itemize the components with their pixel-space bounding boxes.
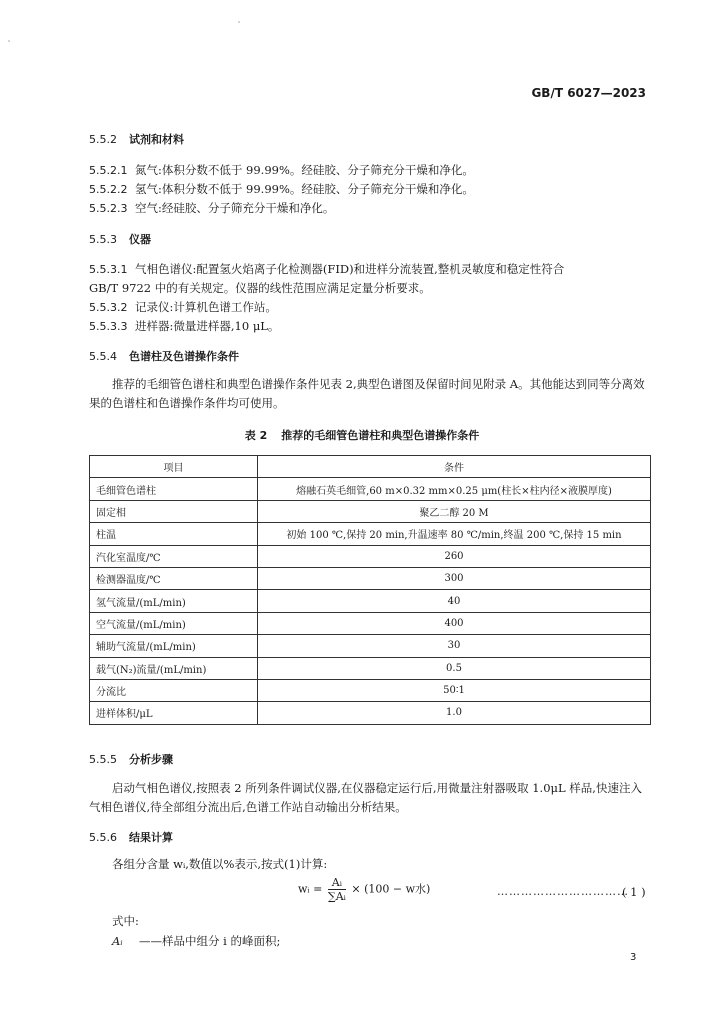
section-number: 5.5.4 <box>89 350 117 363</box>
section-heading-5-5-5 <box>89 751 173 767</box>
standard-code: GB/T 6027—2023 <box>531 86 646 100</box>
table-header-row <box>90 456 651 478</box>
row-item: 氢气流量/(mL/min) <box>90 590 258 612</box>
formula-leader-dots: …………………………… <box>497 885 629 898</box>
row-condition: 40 <box>258 590 651 612</box>
table-caption <box>0 427 724 443</box>
row-condition: 1.0 <box>258 702 651 724</box>
column-header-item: 项目 <box>90 456 258 478</box>
section-heading-5-5-2 <box>89 131 184 147</box>
table-row <box>90 612 651 634</box>
table-row <box>90 545 651 567</box>
row-item: 柱温 <box>90 523 258 545</box>
section-title: 结果计算 <box>129 831 173 844</box>
section-number: 5.5.6 <box>89 831 117 844</box>
row-condition: 聚乙二醇 20 M <box>258 500 651 522</box>
table-row <box>90 500 651 522</box>
formula-numerator: Aᵢ <box>328 876 346 890</box>
scan-speck <box>238 21 240 23</box>
calculation-intro: 各组分含量 wᵢ,数值以%表示,按式(1)计算: <box>112 857 328 871</box>
where-label: 式中: <box>112 914 139 928</box>
clause-5-5-3-1 <box>89 261 564 277</box>
section-5-5-4-paragraph: 推荐的毛细管色谱柱和典型色谱操作条件见表 2,典型色谱图及保留时间见附录 A。其他能达到同等分离效果的色谱柱和色谱操作条件均可使用。 <box>89 377 645 410</box>
conditions-table <box>89 455 651 725</box>
section-title: 仪器 <box>129 233 151 246</box>
page-number: 3 <box>630 952 637 963</box>
row-item: 辅助气流量/(mL/min) <box>90 635 258 657</box>
row-condition: 30 <box>258 635 651 657</box>
clause-number: 5.5.2.1 <box>89 164 128 177</box>
row-item: 空气流量/(mL/min) <box>90 612 258 634</box>
row-condition: 260 <box>258 545 651 567</box>
table-row <box>90 702 651 724</box>
section-title: 色谱柱及色谱操作条件 <box>129 350 239 363</box>
section-number: 5.5.5 <box>89 753 117 766</box>
section-title: 试剂和材料 <box>129 133 184 146</box>
definition-symbol: Aᵢ <box>112 934 123 948</box>
formula-rhs: × (100 − w水) <box>351 882 431 896</box>
clause-number: 5.5.3.3 <box>89 320 128 333</box>
row-item: 检测器温度/℃ <box>90 567 258 589</box>
row-condition: 50∶1 <box>258 679 651 701</box>
formula-fraction <box>328 876 346 903</box>
formula-number: ( 1 ) <box>622 885 646 899</box>
clause-5-5-3-3 <box>89 318 279 334</box>
section-title: 分析步骤 <box>129 753 173 766</box>
definition-text: ——样品中组分 i 的峰面积; <box>139 934 281 948</box>
row-condition: 初始 100 ℃,保持 20 min,升温速率 80 ℃/min,终温 200 ℃,保持 15 min <box>258 523 651 545</box>
clause-text: 进样器:微量进样器,10 μL。 <box>135 319 280 333</box>
section-heading-5-5-3 <box>89 231 151 247</box>
table-row <box>90 478 651 500</box>
clause-text: 氮气:体积分数不低于 99.99%。经硅胶、分子筛充分干燥和净化。 <box>135 163 474 177</box>
table-label: 表 2 <box>244 429 268 442</box>
row-condition: 400 <box>258 612 651 634</box>
section-heading-5-5-4 <box>89 348 239 364</box>
scan-speck <box>8 40 10 42</box>
clause-number: 5.5.3.1 <box>89 263 128 276</box>
section-number: 5.5.3 <box>89 233 117 246</box>
clause-5-5-3-1-continued: GB/T 9722 中的有关规定。仪器的线性范围应满足定量分析要求。 <box>89 281 431 295</box>
section-5-5-5-paragraph: 启动气相色谱仪,按照表 2 所列条件调试仪器,在仪器稳定运行后,用微量注射器吸取 1.0μL 样品,快速注入气相色谱仪,待全部组分流出后,色谱工作站自动输出分析结果。 <box>89 781 642 814</box>
table-row <box>90 657 651 679</box>
clause-text: 记录仪:计算机色谱工作站。 <box>135 300 277 314</box>
clause-number: 5.5.3.2 <box>89 301 128 314</box>
row-item: 汽化室温度/℃ <box>90 545 258 567</box>
clause-5-5-2-2 <box>89 181 474 197</box>
row-item: 载气(N₂)流量/(mL/min) <box>90 657 258 679</box>
clause-text: 气相色谱仪:配置氢火焰离子化检测器(FID)和进样分流装置,整机灵敏度和稳定性符合 <box>135 262 565 276</box>
clause-text: 氢气:体积分数不低于 99.99%。经硅胶、分子筛充分干燥和净化。 <box>135 182 474 196</box>
row-condition: 熔融石英毛细管,60 m×0.32 mm×0.25 μm(柱长×柱内径×液膜厚度) <box>258 478 651 500</box>
row-condition: 0.5 <box>258 657 651 679</box>
clause-5-5-2-3 <box>89 200 334 216</box>
formula-1 <box>298 876 430 903</box>
formula-lhs: wᵢ = <box>298 882 323 896</box>
table-row <box>90 679 651 701</box>
table-title: 推荐的毛细管色谱柱和典型色谱操作条件 <box>281 429 480 442</box>
clause-5-5-3-2 <box>89 299 277 315</box>
column-header-condition: 条件 <box>258 456 651 478</box>
clause-number: 5.5.2.3 <box>89 202 128 215</box>
table-row <box>90 635 651 657</box>
row-item: 毛细管色谱柱 <box>90 478 258 500</box>
row-item: 分流比 <box>90 679 258 701</box>
table-row <box>90 567 651 589</box>
row-item: 进样体积/μL <box>90 702 258 724</box>
table-row <box>90 590 651 612</box>
row-condition: 300 <box>258 567 651 589</box>
clause-5-5-2-1 <box>89 162 474 178</box>
clause-text: 空气:经硅胶、分子筛充分干燥和净化。 <box>135 201 335 215</box>
formula-denominator: ∑Aᵢ <box>327 890 346 903</box>
section-heading-5-5-6 <box>89 829 173 845</box>
section-number: 5.5.2 <box>89 133 117 146</box>
symbol-definition <box>112 933 280 949</box>
row-item: 固定相 <box>90 500 258 522</box>
clause-number: 5.5.2.2 <box>89 183 128 196</box>
table-row <box>90 523 651 545</box>
